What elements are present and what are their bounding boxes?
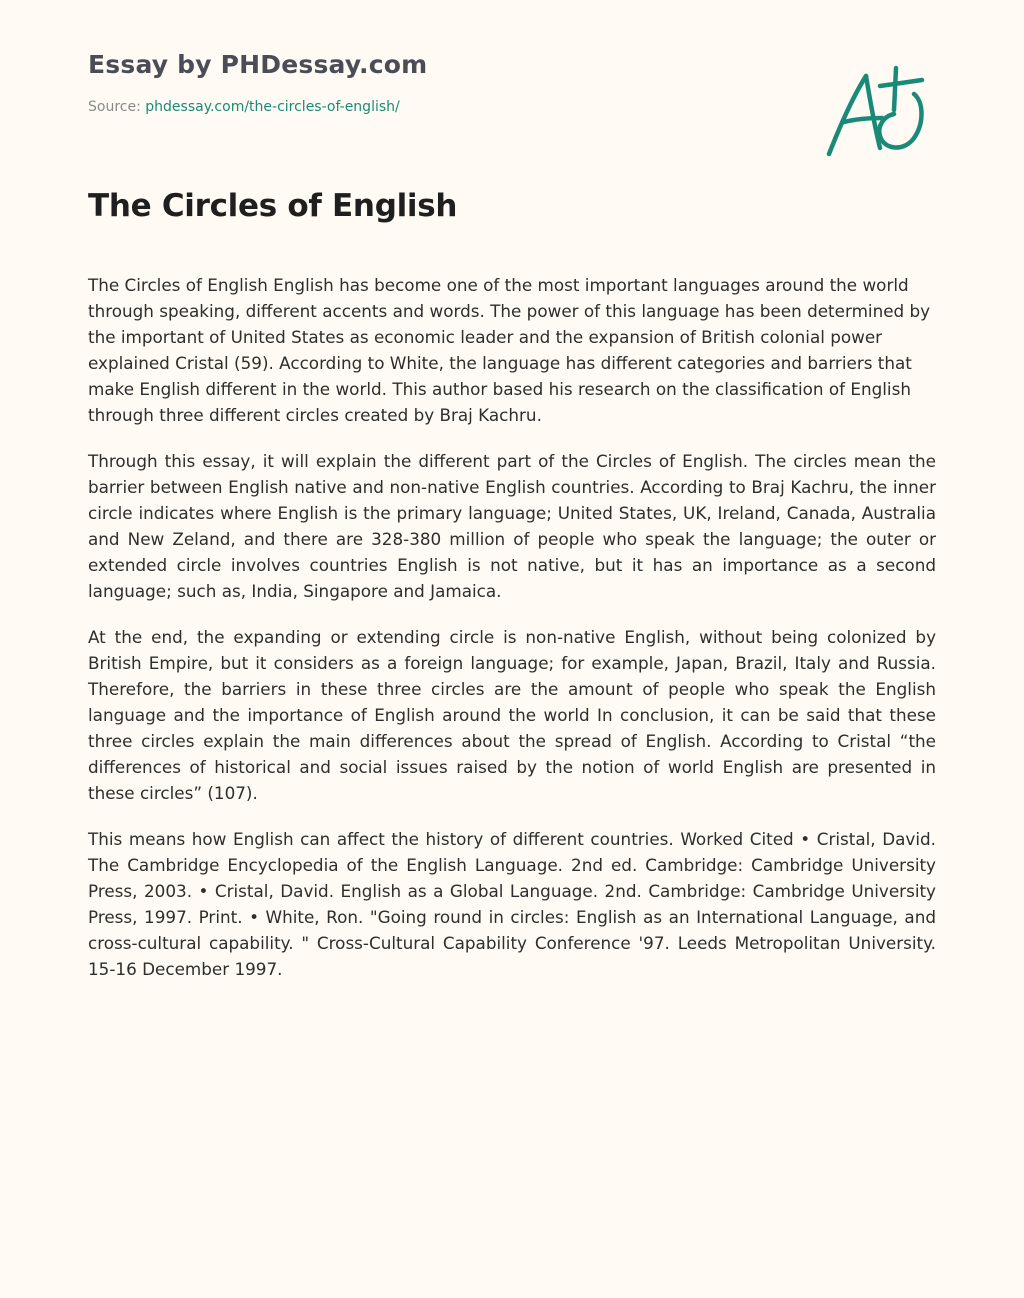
a-plus-grade-icon <box>822 64 932 160</box>
essay-body <box>88 272 936 1002</box>
essay-paragraph-2: Through this essay, it will explain the different part of the Circles of English. The circles mean the barrier between English native and non-native English countries. According to Braj Kachru, the inner circle indicates where English is the primary language; United States, UK, Ireland, Canada, Australia and New Zeland, and there are 328-380 million of people who speak the language; the outer or extended circle involves countries English is not native, but it has an importance as a second language; such as, India, Singapore and Jamaica. <box>88 451 936 601</box>
essay-title: The Circles of English <box>88 188 458 224</box>
source-link[interactable]: phdessay.com/the-circles-of-english/ <box>145 99 400 115</box>
essay-paragraph-1: The Circles of English English has become one of the most important languages around the world through speaking, different accents and words. The power of this language has been determined by the important of United States as economic leader and the expansion of British colonial power explained Cristal (59). According to White, the language has different categories and barriers that make English different in the world. This author based his research on the classification of English through three different circles created by Braj Kachru. <box>88 275 931 425</box>
source-label: Source: <box>88 99 146 115</box>
essay-paragraph-3: At the end, the expanding or extending circle is non-native English, without being colonized by British Empire, but it considers as a foreign language; for example, Japan, Brazil, Italy and Russia. Therefore, the barriers in these three circles are the amount of people who speak the English language and the importance of English around the world In conclusion, it can be said that these three circles explain the main differences about the spread of English. According to Cristal “the differences of historical and social issues raised by the notion of world English are presented in these circles” (107). <box>88 627 936 803</box>
page-header <box>88 50 788 115</box>
source-line <box>88 99 788 115</box>
essay-paragraph-4: This means how English can affect the history of different countries. Worked Cited • Cristal, David. The Cambridge Encyclopedia of the English Language. 2nd ed. Cambridge: Cambridge University Press, 2003. • Cristal, David. English as a Global Language. 2nd. Cambridge: Cambridge University Press, 1997. Print. • White, Ron. "Going round in circles: English as an International Language, and cross-cultural capability. " Cross-Cultural Capability Conference '97. Leeds Metropolitan University. 15-16 December 1997. <box>88 829 936 979</box>
site-title: Essay by PHDessay.com <box>88 50 428 79</box>
